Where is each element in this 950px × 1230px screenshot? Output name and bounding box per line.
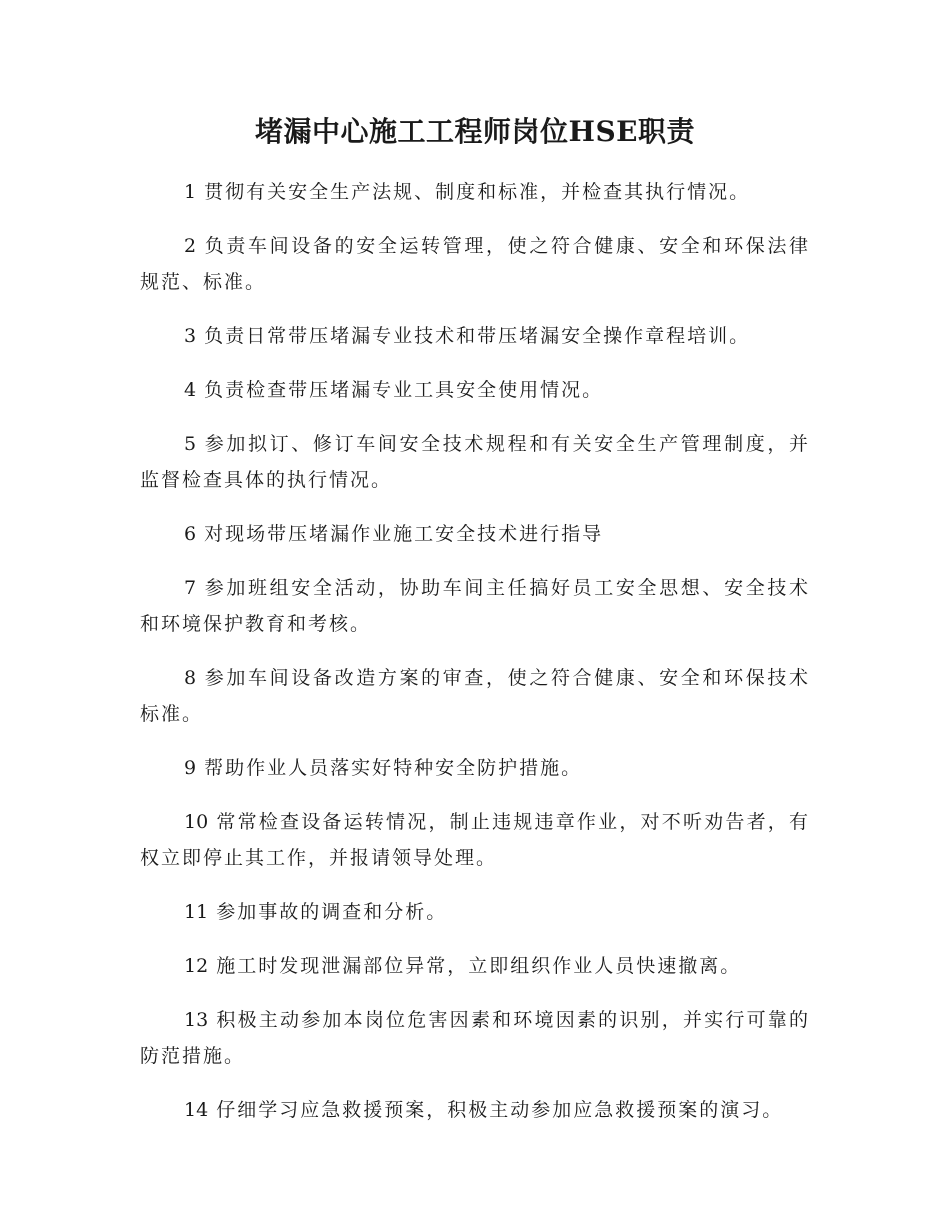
duty-item (140, 894, 810, 930)
duty-text: 参加车间设备改造方案的审查，使之符合健康、安全和环保技术标准。 (140, 667, 810, 725)
duty-text: 参加事故的调查和分析。 (216, 901, 448, 923)
duty-number: 9 (184, 757, 197, 779)
duty-item (140, 948, 810, 984)
duty-item (140, 660, 810, 732)
duty-text: 积极主动参加本岗位危害因素和环境因素的识别，并实行可靠的防范措施。 (140, 1009, 810, 1067)
duty-number: 11 (184, 901, 209, 923)
duty-number: 14 (184, 1099, 209, 1121)
duty-text: 帮助作业人员落实好特种安全防护措施。 (204, 757, 583, 779)
duty-number: 3 (184, 325, 197, 347)
duty-text: 仔细学习应急救援预案，积极主动参加应急救援预案的演习。 (216, 1099, 784, 1121)
duty-number: 12 (184, 955, 209, 977)
duty-number: 7 (184, 577, 197, 599)
duty-item (140, 318, 810, 354)
duty-text: 施工时发现泄漏部位异常，立即组织作业人员快速撤离。 (216, 955, 742, 977)
duty-item (140, 372, 810, 408)
duty-number: 13 (184, 1009, 209, 1031)
duty-list (140, 174, 810, 1128)
duty-number: 4 (184, 379, 197, 401)
duty-item (140, 750, 810, 786)
duty-item (140, 228, 810, 300)
duty-number: 6 (184, 523, 197, 545)
duty-item (140, 174, 810, 210)
duty-text: 负责检查带压堵漏专业工具安全使用情况。 (204, 379, 604, 401)
duty-text: 常常检查设备运转情况，制止违规违章作业，对不听劝告者，有权立即停止其工作，并报请领导处理。 (140, 811, 810, 869)
duty-item (140, 426, 810, 498)
duty-text: 对现场带压堵漏作业施工安全技术进行指导 (204, 523, 604, 545)
duty-text: 参加班组安全活动，协助车间主任搞好员工安全思想、安全技术和环境保护教育和考核。 (140, 577, 810, 635)
duty-text: 参加拟订、修订车间安全技术规程和有关安全生产管理制度，并监督检查具体的执行情况。 (140, 433, 810, 491)
duty-number: 5 (184, 433, 197, 455)
duty-text: 贯彻有关安全生产法规、制度和标准，并检查其执行情况。 (204, 181, 751, 203)
duty-number: 10 (184, 811, 209, 833)
duty-item (140, 1002, 810, 1074)
duty-number: 2 (184, 235, 197, 257)
duty-item (140, 804, 810, 876)
duty-item (140, 1092, 810, 1128)
duty-number: 8 (184, 667, 197, 689)
duty-number: 1 (184, 181, 197, 203)
duty-item (140, 570, 810, 642)
duty-text: 负责日常带压堵漏专业技术和带压堵漏安全操作章程培训。 (204, 325, 751, 347)
duty-item (140, 516, 810, 552)
duty-text: 负责车间设备的安全运转管理，使之符合健康、安全和环保法律规范、标准。 (140, 235, 810, 293)
document-title: 堵漏中心施工工程师岗位HSE职责 (254, 115, 696, 148)
